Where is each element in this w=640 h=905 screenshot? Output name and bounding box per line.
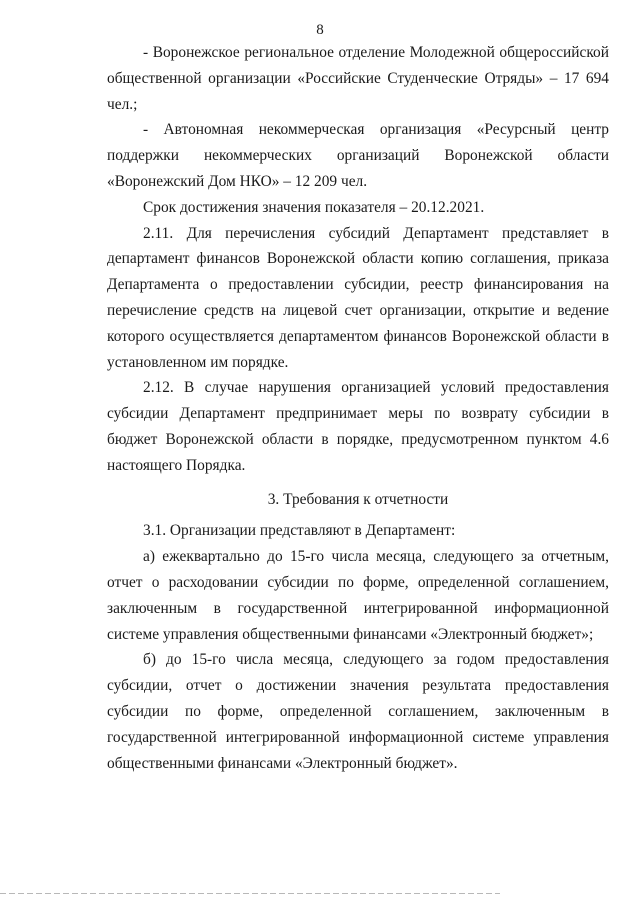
paragraph-2-11: 2.11. Для перечисления субсидий Департамент представляет в департамент финансов Воронежской области копию соглашения, приказа Департамента о предоставлении субсидии, реестр финансирования на перечисление средств на лицевой счет организации, открытие и ведение которого осуществляется департаментом финансов Воронежской области в установленном им порядке.: [107, 224, 609, 371]
paragraph-regional-branch: - Воронежское региональное отделение Молодежной общероссийской общественной организации «Российские Студенческие Отряды» – 17 694 чел.;: [107, 44, 609, 113]
paragraph-2-12: 2.12. В случае нарушения организацией условий предоставления субсидии Департамент предпринимает меры по возврату субсидии в бюджет Воронежской области в порядке, предусмотренном пунктом 4.6 настоящего Порядка.: [107, 379, 609, 474]
bottom-rule: [0, 893, 500, 894]
paragraph-3-1-a: а) ежеквартально до 15-го числа месяца, следующего за отчетным, отчет о расходовании субсидии по форме, определенной соглашением, заключенным в государственной интегрированной информационной системе управления общественными финансами «Электронный бюджет»;: [107, 548, 609, 643]
paragraph-3-1-b: б) до 15-го числа месяца, следующего за годом предоставления субсидии, отчет о достижении значения результата предоставления субсидии по форме, определенной соглашением, заключенным в государственной интегрированной информационной системе управления общественными финансами «Электронный бюджет».: [107, 651, 609, 772]
document-body: [107, 40, 609, 776]
page-number: 8: [316, 22, 324, 38]
paragraph-3-1: 3.1. Организации представляют в Департамент:: [143, 522, 456, 540]
paragraph-nko-center: - Автономная некоммерческая организация «Ресурсный центр поддержки некоммерческих организаций Воронежской области «Воронежский Дом НКО» – 12 209 чел.: [107, 121, 609, 190]
paragraph-deadline: Срок достижения значения показателя – 20.12.2021.: [143, 198, 485, 216]
section-heading: 3. Требования к отчетности: [267, 490, 449, 508]
